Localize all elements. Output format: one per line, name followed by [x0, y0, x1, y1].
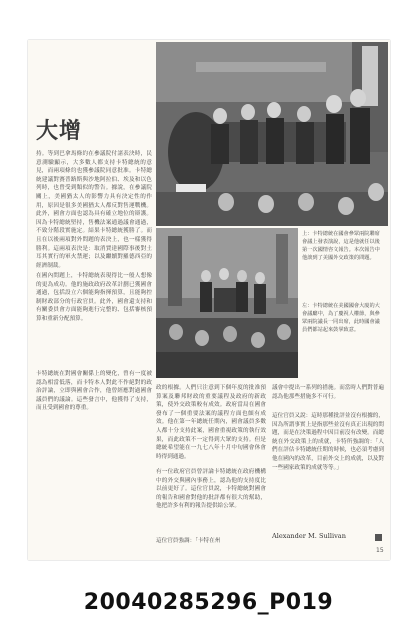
photo-podium-ceremony	[156, 228, 298, 378]
article-col2-top: 政的根據。人們只注意到下個年度的批准預算案及聯邦財政的重要議程及政府的新政策，使外交政策較有成效。政府當局在國會發布了一個重要法案的議程方面也頗有成效。他在第一年總統任期內，國會議員多數人都十分支持此案，國會重視政策的執行效果，而此政策不一定得到大眾的支持。但是總統希望能在一九七八年十月中旬國會休會時得到通過。	[156, 385, 266, 460]
article-col3-middle: 這位官員又說：這時那種批評並沒有根據的，因為所謂事實上是指那些並沒有真正出現的問題，而是在決策過程中因目前沒有改變。而總統在外交政策上的成就，卡特所強調的：「人們在評估卡特總統任期的時候，也必須考慮到他在國內的改革，目前外交上的成就，以及對一些國家政策的成就等等。」	[272, 413, 384, 471]
article-intro-text: 持。等到巴拿馬條約在參議院付諸表決時，民意測驗顯示，大多數人都支持卡特總統的意見，而兩項條約也獲參議院同意批准。卡特總統建議對賽普路斯與沙地阿拉伯、埃及和以色列時，也曾受到類似的警告。據說，在參議院關上，美國猶太人的影響力具有決定性的作用，原因是很多美國猶太人都反對售運戰機。此外，國會方面也認為具有確立地位的辯護。因為卡特總統堅持，售機法案通過議會通過，不致分階段實施定。結果卡特總統獲勝了。而且在以後兩項對外問題的表決上，也一樣獲得勝利。這兩項表決是：取消賈達國際事後對土耳其實行的軍火禁運；以及繼續對羅德西亞的經濟制裁。	[36, 151, 152, 268]
article-title: 大增	[36, 118, 83, 144]
photo-caption-left: 左：卡特總統在美國國會大廈的大會議廳中，為了慶祝人權節，與參眾兩院議長一同出席，此時國會議員們都站起來鼓掌致意。	[302, 303, 380, 333]
article-col3-top: 議會中提出一系列的措施。而當時人們對普遍認為他那些措施多不可行。	[272, 385, 384, 400]
photo-congress-applause	[156, 42, 388, 226]
catalog-id: 20040285296_P019	[83, 590, 334, 615]
end-mark-icon	[375, 534, 382, 541]
article-col1-bottom: 卡特總統在對國會關係上的變化，曾有一度被認為相當低落，而卡特本人對此不作絕對的政治評論，立即與國會合作，他曾經應對過國會議員們的議論。這些發言中，他獲得了支持，而且受到國會的尊重。	[36, 371, 152, 412]
author-byline: Alexander M. Sullivan	[272, 532, 346, 540]
article-col1-middle: 在國內問題上，卡特總統表現得比一般人想像的更為成功。他的施政政府改革計劃已獲國會通過，包括設立六個能夠指揮預算，且能夠控制財政部分的行政官員。此外，國會還支持和有關委員會方面能夠進行完整的、包括審核預算和重新分配預算。	[36, 273, 152, 322]
photo-caption-top: 上：卡特總統在國會參眾兩院聯席會議上發表演說，這是他就任以後第一次國情咨文報告。本次報告中他談到了美國外交政策的問題。	[302, 231, 380, 261]
page-number: 15	[376, 547, 384, 554]
magazine-page	[28, 40, 390, 560]
article-col2-last: 這位官員強調：「卡特在州	[156, 538, 221, 544]
article-col2-middle: 有一位政府官員曾評論卡特總統在政府機構中的外交與國內事務上，認為他的支持度比以前更好了。這位官員說，卡特總統對國會的報告和國會對他的批評都有很大的幫助，他把許多有利的報告提供給公眾。	[156, 469, 266, 510]
